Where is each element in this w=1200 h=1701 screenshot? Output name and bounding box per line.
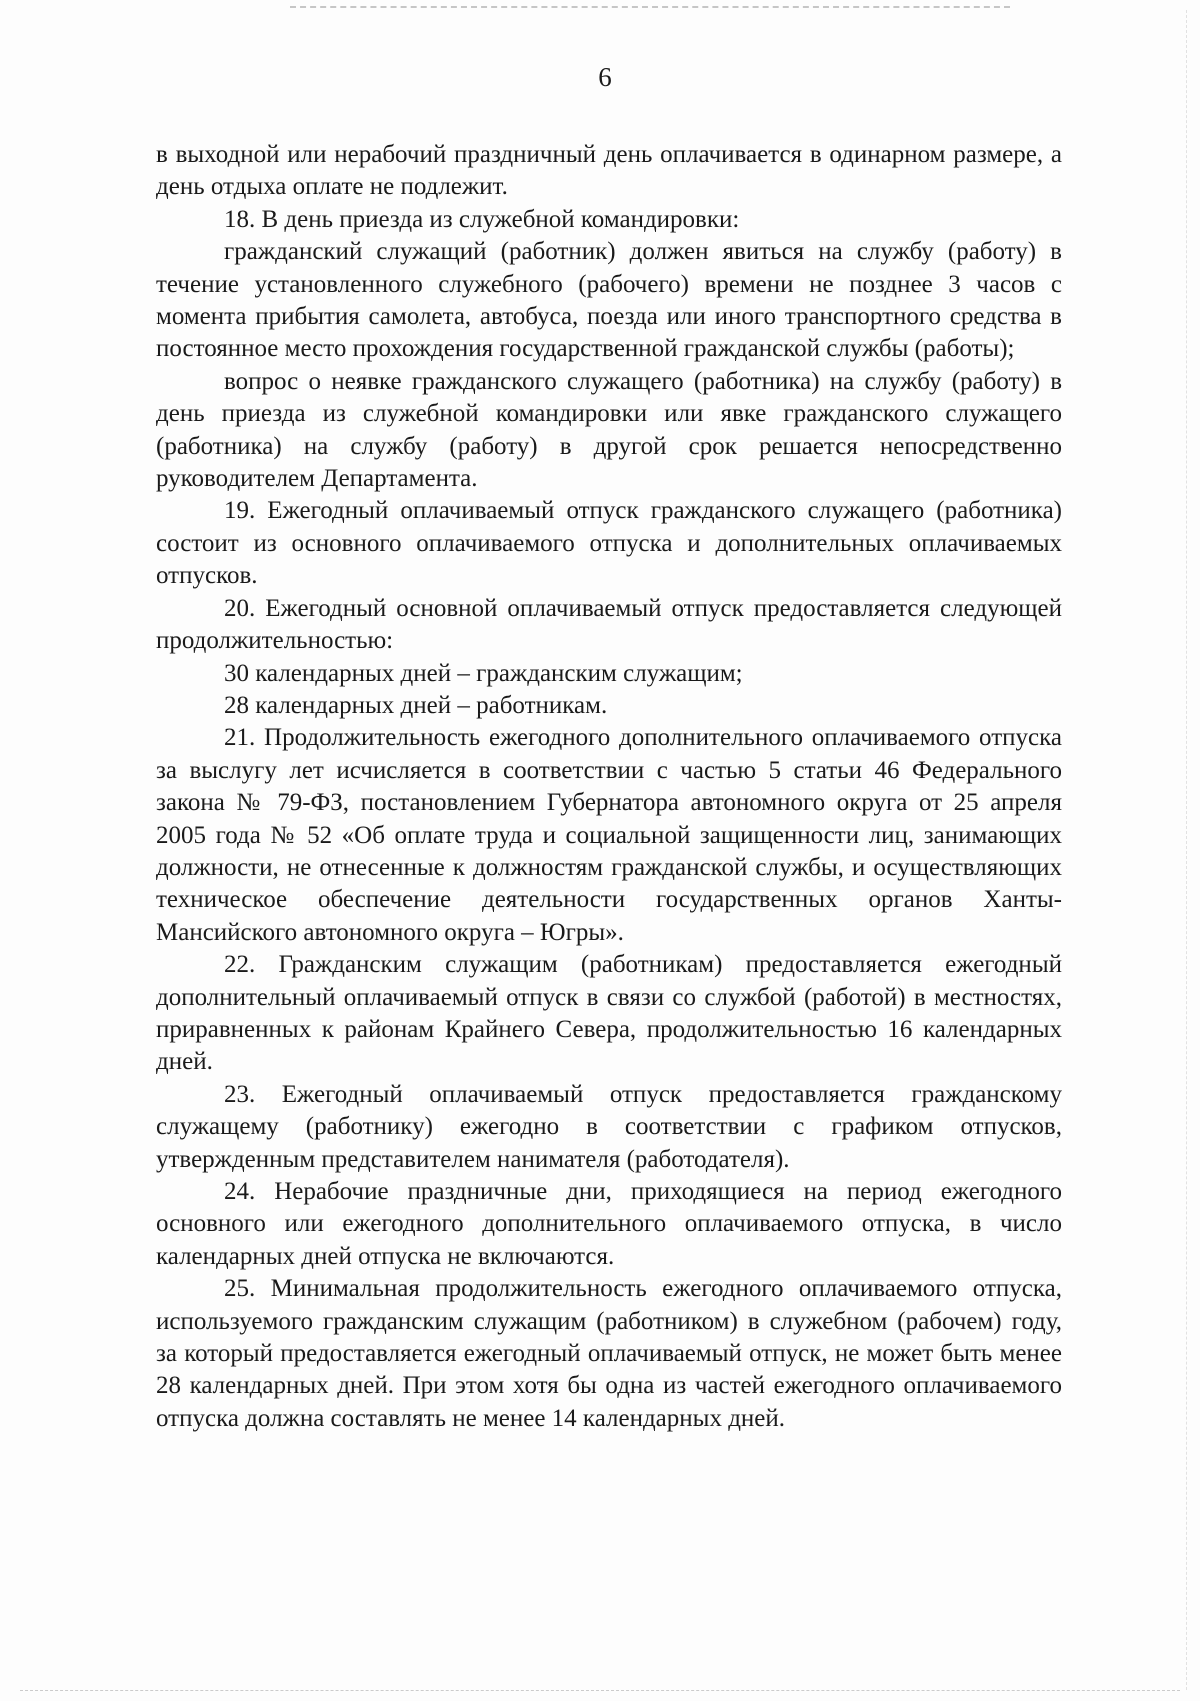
paragraph-22: 22. Гражданским служащим (работникам) предоставляется ежегодный дополнительный оплачиваемый отпуск в связи со службой (работой) в местностях, приравненных к районам Крайнего Севера, продолжительностью 16 календарных дней. [156,951,1062,1076]
paragraph-continuation: в выходной или нерабочий праздничный день оплачивается в одинарном размере, а день отдыха оплате не подлежит. [156,141,1062,201]
paragraph-19: 19. Ежегодный оплачиваемый отпуск гражданского служащего (работника) состоит из основного оплачиваемого отпуска и дополнительных оплачиваемых отпусков. [156,497,1062,590]
paragraph-18: 18. В день приезда из служебной командировки: [224,205,740,233]
scan-edge-bottom [20,1690,1180,1692]
paragraph-20: 20. Ежегодный основной оплачиваемый отпуск предоставляется следующей продолжительностью: [156,594,1062,655]
document-body [156,139,1062,1435]
paragraph-24: 24. Нерабочие праздничные дни, приходящиеся на период ежегодного основного или ежегодного дополнительного оплачиваемого отпуска, в число календарных дней отпуска не включаются. [156,1178,1062,1270]
paragraph-20-item-2: 28 календарных дней – работникам. [224,691,608,719]
paragraph-23: 23. Ежегодный оплачиваемый отпуск предоставляется гражданскому служащему (работнику) ежегодно в соответствии с графиком отпусков, утвержденным представителем нанимателя (работодателя). [156,1080,1062,1173]
page-number: 6 [598,62,612,92]
scan-edge-top [290,6,1010,9]
paragraph-21: 21. Продолжительность ежегодного дополнительного оплачиваемого отпуска за выслугу лет исчисляется в соответствии с частью 5 статьи 46 Федерального закона № 79-ФЗ, постановлением Губернатора автономного округа от 25 апреля 2005 года № 52 «Об оплате труда и социальной защищенности лиц, занимающих должности, не отнесенные к должностям гражданской службы, и осуществляющих техническое обеспечение деятельности государственных органов Ханты-Мансийского автономного округа – Югры». [156,724,1062,946]
paragraph-25: 25. Минимальная продолжительность ежегодного оплачиваемого отпуска, используемого гражданским служащим (работником) в служебном (рабочем) году, за который предоставляется ежегодный оплачиваемый отпуск, не может быть менее 28 календарных дней. При этом хотя бы одна из частей ежегодного оплачиваемого отпуска должна составлять не менее 14 календарных дней. [156,1275,1062,1432]
scan-edge-right [1186,10,1188,1690]
paragraph-18-item-2: вопрос о неявке гражданского служащего (работника) на службу (работу) в день приезда из служебной командировки или явке гражданского служащего (работника) на службу (работу) в другой срок решается непосредственно руководителем Департамента. [156,367,1062,493]
paragraph-18-item-1: гражданский служащий (работник) должен явиться на службу (работу) в течение установленного служебного (рабочего) времени не позднее 3 часов с момента прибытия самолета, автобуса, поезда или иного транспортного средства в постоянное место прохождения государственной гражданской службы (работы); [156,238,1062,363]
paragraph-20-item-1: 30 календарных дней – гражданским служащим; [224,659,743,687]
